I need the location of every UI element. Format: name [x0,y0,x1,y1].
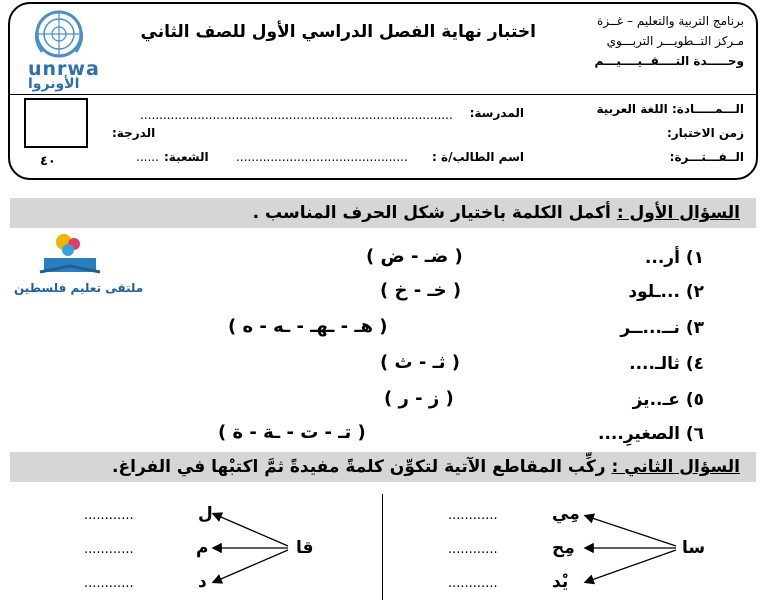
q2-answer-blank[interactable]: ............ [84,542,134,557]
arrow-icon [586,550,676,582]
q2-ending: يْد [552,572,569,592]
time-label: زمن الاختبار: [666,126,744,140]
student-name-label: اسم الطالب/ة : [432,150,524,164]
q1-title-prefix: السؤال الأول : [616,203,740,223]
grade-label: الدرجة: [112,126,156,140]
q2-answer-blank[interactable]: ............ [84,508,134,523]
q2-answer-blank[interactable]: ............ [448,542,498,557]
section-field[interactable]: ...... [136,150,159,164]
q2-ending: د [198,572,207,592]
school-label: المدرسة: [469,106,524,120]
q1-item-options[interactable]: ( هـ - ـهـ - ـه - ه ) [228,316,388,337]
q1-item-options[interactable]: ( خـ - خ ) [380,280,462,301]
term-label: الــفـــتـــرة: [669,150,744,164]
arrow-icon [586,516,676,546]
watermark-text: ملتقى تعليم فلسطين [14,281,144,295]
q2-ending: مِح [552,538,575,558]
q2-root-syllable: سا [682,538,706,558]
q1-item-options[interactable]: ( تـ - ت - ـة - ة ) [218,422,366,443]
q2-answer-blank[interactable]: ............ [448,576,498,591]
org-line-2: مـركز التــطويـــر التربـــوي [606,34,744,48]
q2-ending: ل [198,504,213,524]
org-line-3: وحـــــدة التــــقــيــــيـــم [594,54,744,68]
school-field[interactable]: .................................................................................. [140,108,453,122]
student-name-field[interactable]: ............................................. [236,150,408,164]
q1-item-word: ٢) ...ـلود [628,282,704,302]
q1-item-options[interactable]: ( ز - ر ) [384,388,454,409]
section-label: الشعبة: [164,150,209,164]
q1-item-word: ٣) نــ...ــر [620,318,704,338]
arrow-icon [214,514,288,546]
q2-title-text: ركِّب المقاطع الآتية لتكوِّن كلمةً مفيدةً ثمَّ اكتبْها في الفراغ. [112,457,606,477]
q1-item-options[interactable]: ( ثـ - ث ) [380,352,460,373]
q2-ending: مِي [552,504,580,524]
q1-item-word: ١) أر... [644,248,704,268]
logo-text-ar: الأونروا [28,76,80,92]
q2-ending: م [196,538,209,558]
q2-root-syllable: قا [296,538,314,558]
q1-title-text: أكمل الكلمة باختيار شكل الحرف المناسب . [252,203,611,223]
org-line-1: برنامج التربية والتعليم – غــزة [596,14,744,28]
arrow-icon [214,550,288,582]
q1-item-options[interactable]: ( ضـ - ض ) [366,246,463,267]
q2-answer-blank[interactable]: ............ [448,508,498,523]
exam-title: اختبار نهاية الفصل الدراسي الأول للصف الثاني [140,22,536,42]
q1-item-word: ٤) ثالـ.... [629,354,704,374]
subject-label: الـــمـــــادة: اللغة العربية [596,102,744,116]
q2-title-prefix: السؤال الثاني : [611,457,740,477]
grade-total: ٤٠ [40,154,56,169]
q1-item-word: ٦) الصغيرِ.... [598,424,704,444]
q1-item-word: ٥) عـ..يز [632,390,704,410]
q2-answer-blank[interactable]: ............ [84,576,134,591]
logo-text-en: unrwa [28,58,100,80]
